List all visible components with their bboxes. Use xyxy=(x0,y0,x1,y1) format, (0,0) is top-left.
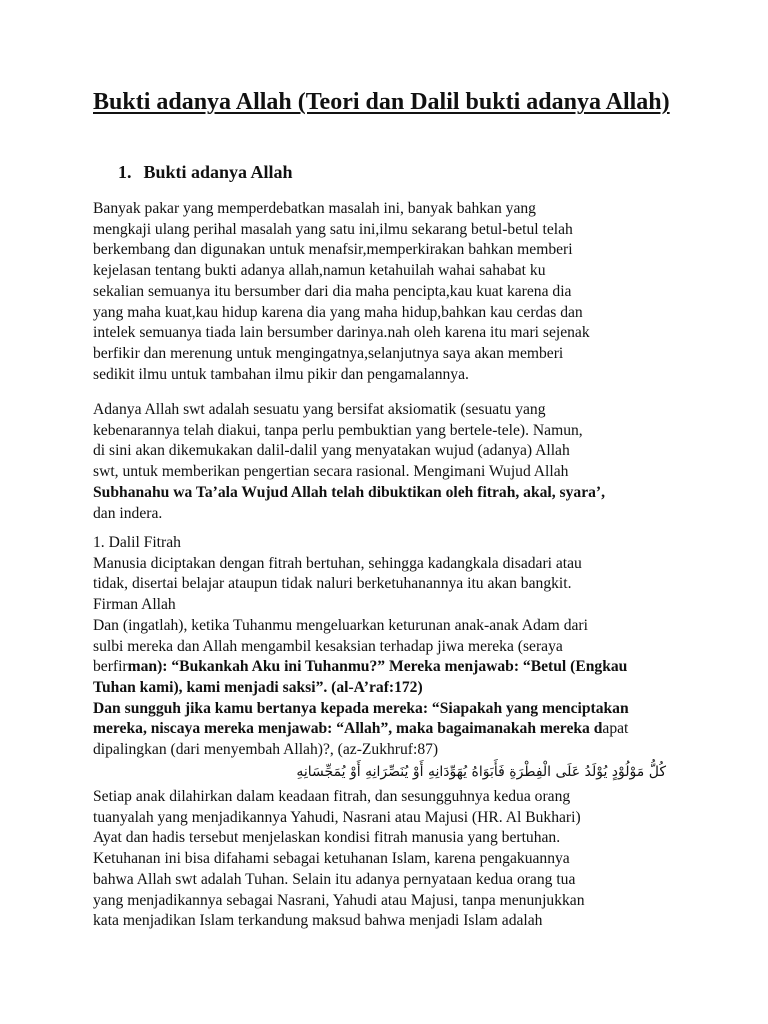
hadith-arabic: كُلُّ مَوْلُوْدٍ يُوْلَدُ عَلَى الْفِطْرَةِ فَأَبَوَاهُ يُهَوِّدَانِهِ أَوْ يُنَصِّرَانِهِ أَوْ يُمَجِّسَانِهِ xyxy=(296,764,666,780)
hadith-explanation xyxy=(93,787,683,932)
text-line: mengkaji ulang perihal masalah yang satu ini,ilmu sekarang betul-betul telah xyxy=(93,220,573,238)
section-title: Bukti adanya Allah xyxy=(143,162,293,182)
text-line: di sini akan dikemukakan dalil-dalil yang menyatakan wujud (adanya) Allah xyxy=(93,442,570,460)
section-number: 1. xyxy=(118,162,132,182)
dalil-heading: 1. Dalil Fitrah xyxy=(93,534,181,551)
text-line: Firman Allah xyxy=(93,596,176,614)
text-line: intelek semuanya tiada lain bersumber darinya.nah oleh karena itu mari sejenak xyxy=(93,324,590,342)
quote-prefix: berfir xyxy=(93,658,128,676)
quote-line xyxy=(93,657,683,678)
text-line: bahwa Allah swt adalah Tuhan. Selain itu adanya pernyataan kedua orang tua xyxy=(93,870,576,888)
quote-line xyxy=(93,719,683,740)
text-line: berfikir dan merenung untuk mengingatnya,selanjutnya saya akan memberi xyxy=(93,344,564,362)
text-line: swt, untuk memberikan pengertian secara rasional. Mengimani Wujud Allah xyxy=(93,463,569,481)
text-line: tidak, disertai belajar ataupun tidak naluri berketuhanannya itu akan bangkit. xyxy=(93,575,572,593)
text-line: Setiap anak dilahirkan dalam keadaan fitrah, dan sesungguhnya kedua orang xyxy=(93,788,571,805)
text-line: kata menjadikan Islam terkandung maksud bahwa menjadi Islam adalah xyxy=(93,912,543,930)
quote-bold: mereka, niscaya mereka menjawab: “Allah”, maka bagaimanakah mereka d xyxy=(93,720,603,738)
quote-line: Dan sungguh jika kamu bertanya kepada mereka: “Siapakah yang menciptakan xyxy=(93,699,629,717)
text-line: sulbi mereka dan Allah mengambil kesaksian terhadap jiwa mereka (seraya xyxy=(93,637,563,655)
text-line: Manusia diciptakan dengan fitrah bertuhan, sehingga kadangkala disadari atau xyxy=(93,554,582,572)
text-line-bold: Subhanahu wa Ta’ala Wujud Allah telah dibuktikan oleh fitrah, akal, syara’, xyxy=(93,483,606,501)
text-line: tuanyalah yang menjadikannya Yahudi, Nasrani atau Majusi (HR. Al Bukhari) xyxy=(93,808,581,826)
text-line: sedikit ilmu untuk tambahan ilmu pikir dan pengamalannya. xyxy=(93,365,469,383)
paragraph-1 xyxy=(93,199,683,385)
quote-line: Tuhan kami), kami menjadi saksi”. (al-A’raf:172) xyxy=(93,678,423,696)
dalil-fitrah-section xyxy=(93,533,683,761)
text-line: berkembang dan digunakan untuk menafsir,memperkirakan bahkan memberi xyxy=(93,241,573,259)
text-line: dipalingkan (dari menyembah Allah)?, (az-Zukhruf:87) xyxy=(93,741,439,759)
text-line: yang menjadikannya sebagai Nasrani, Yahudi atau Majusi, tanpa menunjukkan xyxy=(93,891,585,909)
section-heading xyxy=(118,160,293,184)
quote-rest: apat xyxy=(602,720,629,738)
text-line: dan indera. xyxy=(93,504,163,522)
text-line: Adanya Allah swt adalah sesuatu yang bersifat aksiomatik (sesuatu yang xyxy=(93,401,546,418)
page-title: Bukti adanya Allah (Teori dan Dalil bukti adanya Allah) xyxy=(93,89,670,115)
text-line: Banyak pakar yang memperdebatkan masalah ini, banyak bahkan yang xyxy=(93,200,536,217)
text-line: Dan (ingatlah), ketika Tuhanmu mengeluarkan keturunan anak-anak Adam dari xyxy=(93,616,588,634)
text-line: yang maha kuat,kau hidup karena dia yang maha hidup,bahkan kau cerdas dan xyxy=(93,303,583,321)
text-line: sekalian semuanya itu bersumber dari dia maha pencipta,kau kuat karena dia xyxy=(93,282,572,300)
paragraph-2 xyxy=(93,400,683,524)
text-line: Ketuhanan ini bisa difahami sebagai ketuhanan Islam, karena pengakuannya xyxy=(93,850,570,868)
text-line: Ayat dan hadis tersebut menjelaskan kondisi fitrah manusia yang bertuhan. xyxy=(93,829,561,847)
text-line: kejelasan tentang bukti adanya allah,namun ketahuilah wahai sahabat ku xyxy=(93,262,546,280)
text-line: kebenarannya telah diakui, tanpa perlu pembuktian yang bertele-tele). Namun, xyxy=(93,421,583,439)
quote-bold: man): “Bukankah Aku ini Tuhanmu?” Mereka menjawab: “Betul (Engkau xyxy=(127,658,628,676)
